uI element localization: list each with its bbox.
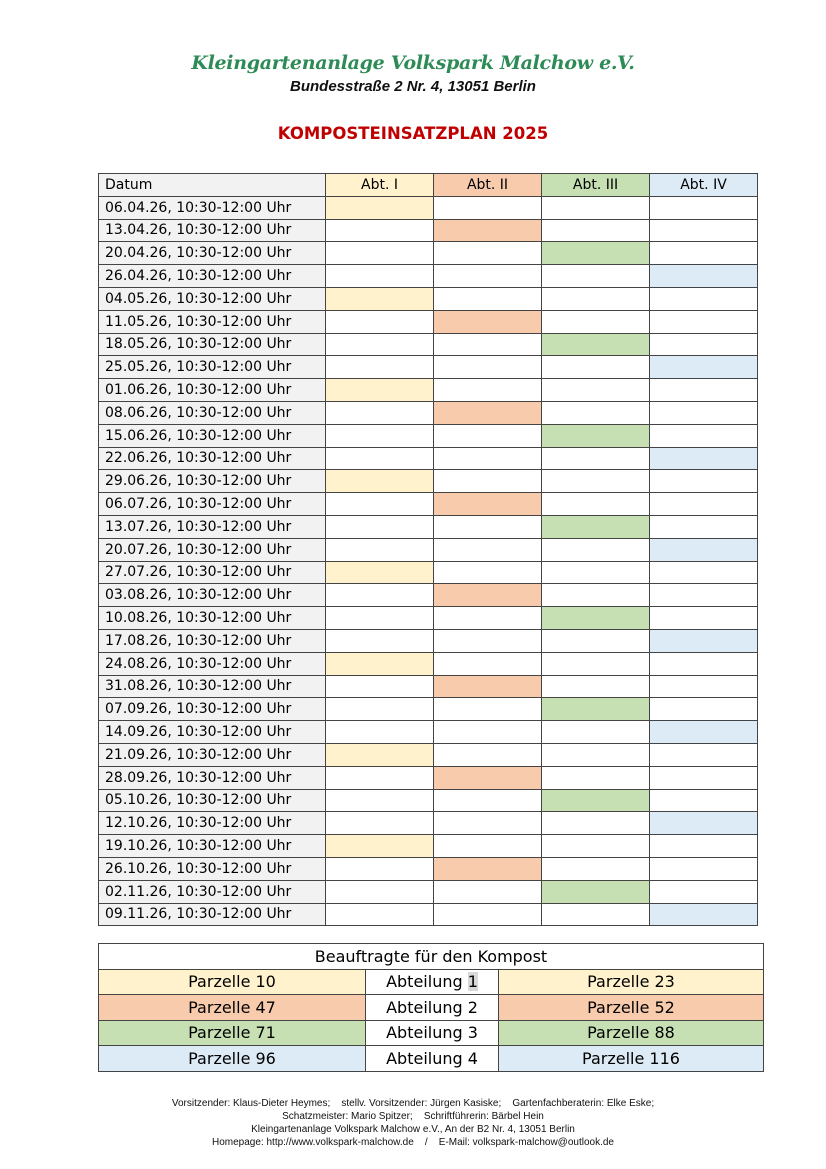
schedule-cell-dept-2	[434, 265, 542, 288]
schedule-cell-dept-4	[650, 219, 758, 242]
schedule-date: 12.10.26, 10:30-12:00 Uhr	[99, 812, 326, 835]
schedule-cell-dept-4	[650, 379, 758, 402]
responsible-dept: Abteilung 3	[366, 1020, 499, 1046]
schedule-cell-dept-1	[326, 196, 434, 219]
schedule-cell-dept-3	[542, 607, 650, 630]
schedule-cell-dept-2	[434, 721, 542, 744]
schedule-cell-dept-3	[542, 356, 650, 379]
schedule-cell-dept-1	[326, 219, 434, 242]
schedule-row	[99, 424, 758, 447]
schedule-cell-dept-2	[434, 766, 542, 789]
schedule-cell-dept-1	[326, 743, 434, 766]
schedule-date: 06.04.26, 10:30-12:00 Uhr	[99, 196, 326, 219]
compost-responsible-table	[98, 943, 764, 1072]
schedule-cell-dept-3	[542, 424, 650, 447]
schedule-date: 22.06.26, 10:30-12:00 Uhr	[99, 447, 326, 470]
schedule-row	[99, 835, 758, 858]
responsible-dept: Abteilung 2	[366, 995, 499, 1021]
schedule-cell-dept-1	[326, 424, 434, 447]
page-title: KOMPOSTEINSATZPLAN 2025	[277, 124, 549, 143]
schedule-cell-dept-1	[326, 333, 434, 356]
schedule-date: 24.08.26, 10:30-12:00 Uhr	[99, 652, 326, 675]
schedule-cell-dept-1	[326, 584, 434, 607]
schedule-cell-dept-4	[650, 766, 758, 789]
column-header-dept-4: Abt. IV	[650, 174, 758, 197]
schedule-cell-dept-1	[326, 789, 434, 812]
schedule-cell-dept-1	[326, 287, 434, 310]
schedule-cell-dept-3	[542, 219, 650, 242]
schedule-cell-dept-3	[542, 265, 650, 288]
schedule-cell-dept-3	[542, 903, 650, 926]
schedule-cell-dept-3	[542, 766, 650, 789]
schedule-cell-dept-2	[434, 401, 542, 424]
schedule-cell-dept-4	[650, 447, 758, 470]
responsible-left: Parzelle 10	[99, 969, 366, 995]
schedule-row	[99, 812, 758, 835]
schedule-cell-dept-2	[434, 743, 542, 766]
schedule-date: 31.08.26, 10:30-12:00 Uhr	[99, 675, 326, 698]
schedule-row	[99, 493, 758, 516]
schedule-cell-dept-3	[542, 584, 650, 607]
schedule-cell-dept-3	[542, 880, 650, 903]
responsible-right: Parzelle 23	[499, 969, 764, 995]
schedule-row	[99, 789, 758, 812]
schedule-cell-dept-2	[434, 333, 542, 356]
schedule-row	[99, 743, 758, 766]
schedule-cell-dept-4	[650, 538, 758, 561]
schedule-date: 14.09.26, 10:30-12:00 Uhr	[99, 721, 326, 744]
column-header-dept-2: Abt. II	[434, 174, 542, 197]
column-header-dept-1: Abt. I	[326, 174, 434, 197]
schedule-row	[99, 629, 758, 652]
footer	[0, 1097, 826, 1149]
schedule-cell-dept-4	[650, 607, 758, 630]
schedule-cell-dept-3	[542, 310, 650, 333]
schedule-cell-dept-3	[542, 721, 650, 744]
schedule-cell-dept-3	[542, 538, 650, 561]
schedule-cell-dept-3	[542, 857, 650, 880]
schedule-cell-dept-1	[326, 766, 434, 789]
schedule-cell-dept-4	[650, 310, 758, 333]
schedule-row	[99, 401, 758, 424]
organization-name: Kleingartenanlage Volkspark Malchow e.V.	[191, 52, 635, 74]
schedule-row	[99, 333, 758, 356]
schedule-date: 03.08.26, 10:30-12:00 Uhr	[99, 584, 326, 607]
schedule-date: 20.07.26, 10:30-12:00 Uhr	[99, 538, 326, 561]
schedule-date: 25.05.26, 10:30-12:00 Uhr	[99, 356, 326, 379]
schedule-cell-dept-1	[326, 675, 434, 698]
schedule-cell-dept-4	[650, 903, 758, 926]
schedule-cell-dept-3	[542, 379, 650, 402]
responsible-right: Parzelle 88	[499, 1020, 764, 1046]
schedule-cell-dept-4	[650, 242, 758, 265]
schedule-row	[99, 652, 758, 675]
schedule-cell-dept-4	[650, 743, 758, 766]
schedule-cell-dept-3	[542, 493, 650, 516]
schedule-row	[99, 265, 758, 288]
schedule-cell-dept-4	[650, 287, 758, 310]
schedule-cell-dept-2	[434, 607, 542, 630]
schedule-row	[99, 470, 758, 493]
schedule-row	[99, 675, 758, 698]
schedule-cell-dept-2	[434, 857, 542, 880]
schedule-row	[99, 356, 758, 379]
schedule-cell-dept-3	[542, 401, 650, 424]
schedule-row	[99, 857, 758, 880]
schedule-row	[99, 607, 758, 630]
schedule-cell-dept-3	[542, 629, 650, 652]
schedule-date: 09.11.26, 10:30-12:00 Uhr	[99, 903, 326, 926]
schedule-date: 13.04.26, 10:30-12:00 Uhr	[99, 219, 326, 242]
schedule-cell-dept-2	[434, 652, 542, 675]
responsible-row	[99, 1046, 764, 1072]
schedule-cell-dept-3	[542, 287, 650, 310]
schedule-cell-dept-2	[434, 675, 542, 698]
schedule-cell-dept-2	[434, 698, 542, 721]
schedule-row	[99, 242, 758, 265]
responsible-left: Parzelle 71	[99, 1020, 366, 1046]
schedule-cell-dept-1	[326, 857, 434, 880]
schedule-cell-dept-3	[542, 812, 650, 835]
schedule-cell-dept-1	[326, 447, 434, 470]
schedule-cell-dept-4	[650, 812, 758, 835]
schedule-row	[99, 561, 758, 584]
schedule-cell-dept-3	[542, 470, 650, 493]
schedule-cell-dept-3	[542, 196, 650, 219]
footer-address: Kleingartenanlage Volkspark Malchow e.V., An der B2 Nr. 4, 13051 Berlin	[251, 1124, 575, 1135]
schedule-cell-dept-3	[542, 789, 650, 812]
schedule-cell-dept-1	[326, 470, 434, 493]
schedule-cell-dept-2	[434, 447, 542, 470]
schedule-cell-dept-4	[650, 561, 758, 584]
schedule-cell-dept-4	[650, 857, 758, 880]
schedule-cell-dept-2	[434, 287, 542, 310]
responsible-title: Beauftragte für den Kompost	[99, 944, 764, 970]
schedule-cell-dept-2	[434, 219, 542, 242]
schedule-cell-dept-2	[434, 629, 542, 652]
schedule-row	[99, 219, 758, 242]
schedule-row	[99, 880, 758, 903]
schedule-cell-dept-2	[434, 835, 542, 858]
schedule-cell-dept-4	[650, 675, 758, 698]
schedule-cell-dept-1	[326, 561, 434, 584]
schedule-cell-dept-3	[542, 743, 650, 766]
schedule-cell-dept-2	[434, 538, 542, 561]
schedule-row	[99, 584, 758, 607]
responsible-dept: Abteilung 4	[366, 1046, 499, 1072]
schedule-cell-dept-2	[434, 880, 542, 903]
schedule-body	[99, 196, 758, 926]
schedule-date: 28.09.26, 10:30-12:00 Uhr	[99, 766, 326, 789]
schedule-cell-dept-3	[542, 698, 650, 721]
schedule-date: 15.06.26, 10:30-12:00 Uhr	[99, 424, 326, 447]
schedule-date: 27.07.26, 10:30-12:00 Uhr	[99, 561, 326, 584]
schedule-cell-dept-3	[542, 333, 650, 356]
responsible-dept: Abteilung 1	[366, 969, 499, 995]
schedule-row	[99, 287, 758, 310]
schedule-cell-dept-2	[434, 242, 542, 265]
schedule-cell-dept-3	[542, 652, 650, 675]
schedule-cell-dept-2	[434, 812, 542, 835]
schedule-cell-dept-4	[650, 698, 758, 721]
schedule-cell-dept-1	[326, 607, 434, 630]
schedule-cell-dept-4	[650, 721, 758, 744]
footer-contact: Homepage: http://www.volkspark-malchow.de / E-Mail: volkspark-malchow@outlook.de	[212, 1137, 614, 1148]
responsible-left: Parzelle 96	[99, 1046, 366, 1072]
schedule-cell-dept-1	[326, 903, 434, 926]
schedule-cell-dept-2	[434, 310, 542, 333]
schedule-cell-dept-2	[434, 379, 542, 402]
schedule-cell-dept-3	[542, 242, 650, 265]
schedule-cell-dept-4	[650, 515, 758, 538]
schedule-cell-dept-4	[650, 401, 758, 424]
footer-officers: Vorsitzender: Klaus-Dieter Heymes; stellv. Vorsitzender: Jürgen Kasiske; Gartenfachberaterin: Elke Eske;	[171, 1098, 655, 1109]
schedule-cell-dept-3	[542, 561, 650, 584]
schedule-date: 04.05.26, 10:30-12:00 Uhr	[99, 287, 326, 310]
schedule-cell-dept-4	[650, 493, 758, 516]
schedule-cell-dept-2	[434, 356, 542, 379]
schedule-cell-dept-4	[650, 584, 758, 607]
schedule-cell-dept-1	[326, 493, 434, 516]
schedule-date: 08.06.26, 10:30-12:00 Uhr	[99, 401, 326, 424]
schedule-cell-dept-4	[650, 424, 758, 447]
responsible-left: Parzelle 47	[99, 995, 366, 1021]
schedule-cell-dept-2	[434, 584, 542, 607]
schedule-cell-dept-1	[326, 835, 434, 858]
schedule-date: 18.05.26, 10:30-12:00 Uhr	[99, 333, 326, 356]
schedule-row	[99, 515, 758, 538]
column-header-date: Datum	[99, 174, 326, 197]
schedule-cell-dept-4	[650, 789, 758, 812]
schedule-date: 21.09.26, 10:30-12:00 Uhr	[99, 743, 326, 766]
schedule-row	[99, 196, 758, 219]
compost-schedule-table	[98, 173, 758, 926]
responsible-row	[99, 995, 764, 1021]
schedule-cell-dept-1	[326, 538, 434, 561]
schedule-cell-dept-2	[434, 424, 542, 447]
schedule-cell-dept-4	[650, 652, 758, 675]
schedule-date: 19.10.26, 10:30-12:00 Uhr	[99, 835, 326, 858]
responsible-row	[99, 969, 764, 995]
schedule-cell-dept-1	[326, 698, 434, 721]
responsible-right: Parzelle 52	[499, 995, 764, 1021]
schedule-date: 13.07.26, 10:30-12:00 Uhr	[99, 515, 326, 538]
organization-address: Bundesstraße 2 Nr. 4, 13051 Berlin	[290, 78, 536, 95]
schedule-cell-dept-1	[326, 880, 434, 903]
schedule-date: 10.08.26, 10:30-12:00 Uhr	[99, 607, 326, 630]
responsible-right: Parzelle 116	[499, 1046, 764, 1072]
schedule-row	[99, 903, 758, 926]
schedule-cell-dept-1	[326, 310, 434, 333]
schedule-date: 20.04.26, 10:30-12:00 Uhr	[99, 242, 326, 265]
schedule-cell-dept-4	[650, 470, 758, 493]
schedule-row	[99, 447, 758, 470]
schedule-row	[99, 538, 758, 561]
schedule-date: 02.11.26, 10:30-12:00 Uhr	[99, 880, 326, 903]
schedule-cell-dept-2	[434, 789, 542, 812]
responsible-row	[99, 1020, 764, 1046]
schedule-cell-dept-1	[326, 652, 434, 675]
schedule-cell-dept-1	[326, 379, 434, 402]
schedule-cell-dept-3	[542, 447, 650, 470]
schedule-row	[99, 310, 758, 333]
schedule-cell-dept-3	[542, 515, 650, 538]
footer-officers-2: Schatzmeister: Mario Spitzer; Schriftführerin: Bärbel Hein	[282, 1111, 544, 1122]
schedule-date: 26.04.26, 10:30-12:00 Uhr	[99, 265, 326, 288]
schedule-cell-dept-2	[434, 561, 542, 584]
schedule-date: 26.10.26, 10:30-12:00 Uhr	[99, 857, 326, 880]
schedule-row	[99, 698, 758, 721]
schedule-cell-dept-2	[434, 515, 542, 538]
schedule-date: 01.06.26, 10:30-12:00 Uhr	[99, 379, 326, 402]
schedule-cell-dept-1	[326, 721, 434, 744]
schedule-date: 07.09.26, 10:30-12:00 Uhr	[99, 698, 326, 721]
schedule-date: 17.08.26, 10:30-12:00 Uhr	[99, 629, 326, 652]
schedule-cell-dept-2	[434, 493, 542, 516]
schedule-cell-dept-1	[326, 242, 434, 265]
schedule-cell-dept-1	[326, 356, 434, 379]
schedule-cell-dept-4	[650, 356, 758, 379]
column-header-dept-3: Abt. III	[542, 174, 650, 197]
schedule-date: 11.05.26, 10:30-12:00 Uhr	[99, 310, 326, 333]
schedule-date: 29.06.26, 10:30-12:00 Uhr	[99, 470, 326, 493]
schedule-cell-dept-1	[326, 812, 434, 835]
schedule-cell-dept-2	[434, 470, 542, 493]
schedule-cell-dept-4	[650, 265, 758, 288]
schedule-cell-dept-4	[650, 196, 758, 219]
schedule-row	[99, 379, 758, 402]
schedule-cell-dept-1	[326, 515, 434, 538]
schedule-header-row	[99, 174, 758, 197]
schedule-row	[99, 721, 758, 744]
schedule-cell-dept-2	[434, 196, 542, 219]
schedule-row	[99, 766, 758, 789]
schedule-cell-dept-3	[542, 675, 650, 698]
schedule-cell-dept-4	[650, 880, 758, 903]
schedule-cell-dept-2	[434, 903, 542, 926]
schedule-cell-dept-3	[542, 835, 650, 858]
schedule-cell-dept-1	[326, 265, 434, 288]
schedule-cell-dept-4	[650, 835, 758, 858]
schedule-cell-dept-4	[650, 629, 758, 652]
schedule-cell-dept-1	[326, 401, 434, 424]
schedule-date: 06.07.26, 10:30-12:00 Uhr	[99, 493, 326, 516]
schedule-cell-dept-1	[326, 629, 434, 652]
schedule-date: 05.10.26, 10:30-12:00 Uhr	[99, 789, 326, 812]
schedule-cell-dept-4	[650, 333, 758, 356]
